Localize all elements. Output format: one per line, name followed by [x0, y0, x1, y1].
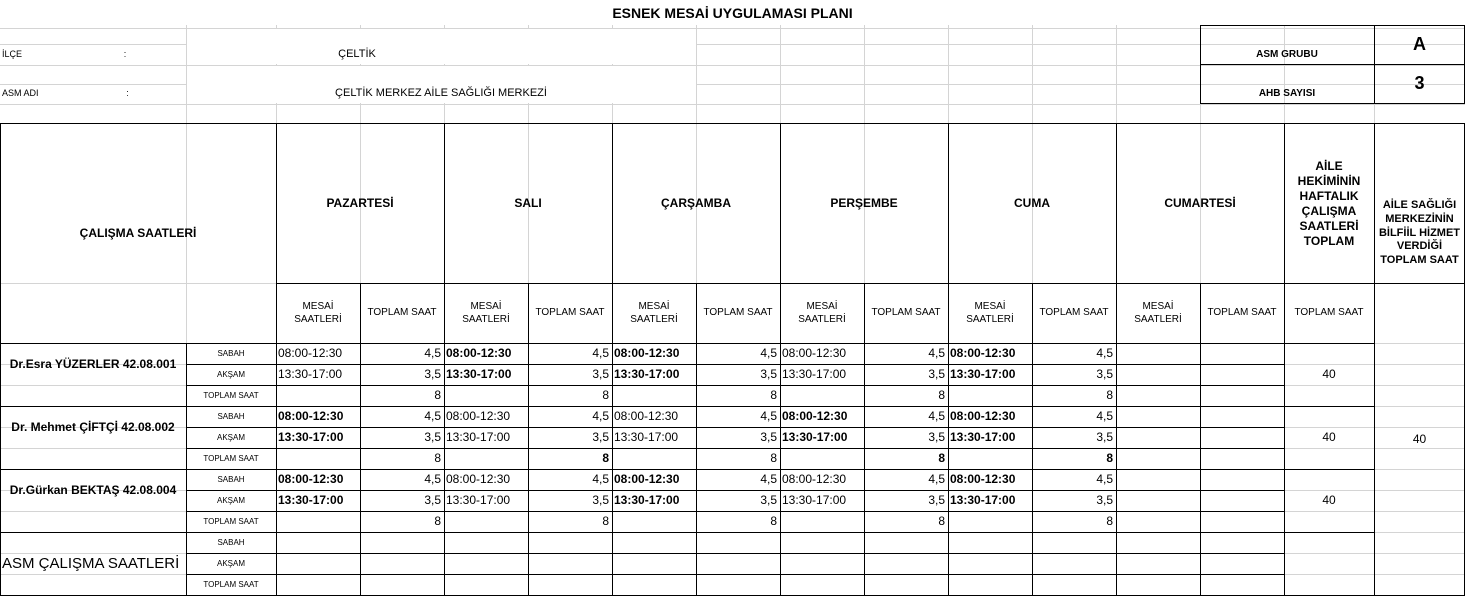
row-label-sabah: SABAH: [217, 348, 245, 358]
daily-total-cell[interactable]: 8: [602, 388, 609, 402]
shift-time-cell[interactable]: 13:30-17:00: [278, 430, 344, 444]
daily-total-cell[interactable]: 8: [770, 514, 777, 528]
shift-hours-cell[interactable]: 4,5: [1096, 409, 1113, 423]
mesai-saatleri-header: MESAİ SAATLERİ: [462, 301, 510, 325]
shift-time-cell[interactable]: 08:00-12:30: [614, 409, 679, 423]
mesai-saatleri-header: MESAİ SAATLERİ: [798, 301, 846, 325]
row-label-sabah: SABAH: [217, 474, 245, 484]
calisma-saatleri-header: ÇALIŞMA SAATLERİ: [79, 226, 197, 240]
asm-row-label-aksam: AKŞAM: [216, 558, 245, 568]
daily-total-cell[interactable]: 8: [602, 514, 609, 528]
haftalik-header: AİLE HEKİMİNİN HAFTALIK ÇALIŞMA SAATLERİ TOPLAM: [1297, 158, 1361, 248]
shift-time-cell[interactable]: 08:00-12:30: [950, 346, 1016, 360]
toplam-saat-header: TOPLAM SAAT: [1039, 307, 1109, 319]
shift-time-cell[interactable]: 08:00-12:30: [278, 472, 344, 486]
daily-total-cell[interactable]: 8: [938, 514, 945, 528]
day-header-1: SALI: [514, 196, 542, 210]
weekly-total-1[interactable]: 40: [1322, 430, 1336, 444]
daily-total-cell[interactable]: 8: [602, 451, 609, 465]
asm-row-label-toplam: TOPLAM SAAT: [203, 579, 259, 589]
asm-adi-colon: :: [126, 88, 129, 99]
asm-grubu-value[interactable]: A: [1413, 34, 1426, 55]
asm-row-label-sabah: SABAH: [217, 537, 245, 547]
daily-total-cell[interactable]: 8: [1106, 451, 1113, 465]
shift-hours-cell[interactable]: 4,5: [424, 409, 441, 423]
shift-hours-cell[interactable]: 4,5: [1096, 472, 1113, 486]
shift-time-cell[interactable]: 08:00-12:30: [950, 409, 1016, 423]
row-label-aksam: AKŞAM: [216, 432, 245, 442]
shift-hours-cell[interactable]: 4,5: [760, 472, 777, 486]
row-label-toplam: TOPLAM SAAT: [203, 390, 259, 400]
shift-hours-cell[interactable]: 3,5: [592, 367, 609, 381]
asm-grubu-label: ASM GRUBU: [1256, 48, 1318, 60]
shift-hours-cell[interactable]: 4,5: [592, 346, 609, 360]
shift-hours-cell[interactable]: 3,5: [928, 367, 945, 381]
shift-time-cell[interactable]: 13:30-17:00: [950, 367, 1016, 381]
row-label-toplam: TOPLAM SAAT: [203, 516, 259, 526]
shift-time-cell[interactable]: 13:30-17:00: [446, 493, 511, 507]
day-header-0: PAZARTESİ: [326, 196, 394, 210]
shift-hours-cell[interactable]: 3,5: [592, 493, 609, 507]
shift-time-cell[interactable]: 13:30-17:00: [278, 493, 344, 507]
mesai-saatleri-header: MESAİ SAATLERİ: [294, 301, 342, 325]
shift-hours-cell[interactable]: 3,5: [1096, 367, 1113, 381]
shift-hours-cell[interactable]: 3,5: [760, 430, 777, 444]
ilce-label: İLÇE: [2, 48, 23, 59]
shift-time-cell[interactable]: 08:00-12:30: [950, 472, 1016, 486]
toplam-saat-header: TOPLAM SAAT: [703, 307, 773, 319]
shift-time-cell[interactable]: 13:30-17:00: [950, 430, 1016, 444]
weekly-total-0[interactable]: 40: [1322, 367, 1336, 381]
ilce-value[interactable]: ÇELTİK: [338, 47, 376, 60]
shift-hours-cell[interactable]: 4,5: [928, 472, 945, 486]
daily-total-cell[interactable]: 8: [1106, 388, 1113, 402]
shift-hours-cell[interactable]: 3,5: [928, 430, 945, 444]
shift-time-cell[interactable]: 08:00-12:30: [614, 472, 680, 486]
day-header-3: PERŞEMBE: [830, 196, 898, 210]
toplam-saat-header: TOPLAM SAAT: [367, 307, 437, 319]
daily-total-cell[interactable]: 8: [938, 388, 945, 402]
shift-hours-cell[interactable]: 4,5: [928, 409, 945, 423]
shift-time-cell[interactable]: 08:00-12:30: [614, 346, 680, 360]
sheet-title: ESNEK MESAİ UYGULAMASI PLANI: [612, 5, 853, 22]
daily-total-cell[interactable]: 8: [770, 388, 777, 402]
toplam-saat-header: TOPLAM SAAT: [535, 307, 605, 319]
shift-time-cell[interactable]: 08:00-12:30: [278, 409, 344, 423]
shift-time-cell[interactable]: 13:30-17:00: [782, 493, 847, 507]
shift-time-cell[interactable]: 13:30-17:00: [614, 367, 680, 381]
hizmet-toplam-header: AİLE SAĞLIĞI MERKEZİNİN BİLFİİL HİZMET VERDİĞİ TOPLAM SAAT: [1378, 199, 1461, 267]
weekly-total-2[interactable]: 40: [1322, 493, 1336, 507]
shift-hours-cell[interactable]: 3,5: [424, 367, 441, 381]
haftalik-toplam-saat-header: TOPLAM SAAT: [1294, 307, 1364, 319]
day-header-5: CUMARTESİ: [1164, 196, 1236, 210]
shift-hours-cell[interactable]: 3,5: [592, 430, 609, 444]
shift-time-cell[interactable]: 13:30-17:00: [782, 367, 847, 381]
shift-hours-cell[interactable]: 4,5: [424, 472, 441, 486]
doctor-name-2: Dr.Gürkan BEKTAŞ 42.08.004: [9, 482, 177, 497]
day-header-2: ÇARŞAMBA: [661, 196, 731, 210]
row-label-sabah: SABAH: [217, 411, 245, 421]
doctor-name-0: Dr.Esra YÜZERLER 42.08.001: [9, 356, 177, 371]
daily-total-cell[interactable]: 8: [434, 451, 441, 465]
shift-time-cell[interactable]: 13:30-17:00: [446, 367, 512, 381]
day-header-4: CUMA: [1014, 196, 1050, 210]
shift-time-cell[interactable]: 08:00-12:30: [782, 409, 848, 423]
asm-adi-label: ASM ADI: [2, 88, 39, 99]
row-label-aksam: AKŞAM: [216, 369, 245, 379]
shift-hours-cell[interactable]: 3,5: [1096, 430, 1113, 444]
asm-total-hours[interactable]: 40: [1412, 432, 1427, 446]
toplam-saat-header: TOPLAM SAAT: [871, 307, 941, 319]
daily-total-cell[interactable]: 8: [434, 514, 441, 528]
daily-total-cell[interactable]: 8: [938, 451, 945, 465]
asm-adi-value[interactable]: ÇELTİK MERKEZ AİLE SAĞLIĞI MERKEZİ: [335, 87, 547, 100]
mesai-saatleri-header: MESAİ SAATLERİ: [966, 301, 1014, 325]
daily-total-cell[interactable]: 8: [434, 388, 441, 402]
shift-hours-cell[interactable]: 3,5: [928, 493, 945, 507]
shift-hours-cell[interactable]: 4,5: [760, 346, 777, 360]
shift-time-cell[interactable]: 13:30-17:00: [614, 493, 680, 507]
shift-time-cell[interactable]: 08:00-12:30: [446, 346, 512, 360]
daily-total-cell[interactable]: 8: [1106, 514, 1113, 528]
shift-hours-cell[interactable]: 4,5: [928, 346, 945, 360]
doctor-name-1: Dr. Mehmet ÇİFTÇİ 42.08.002: [11, 419, 175, 434]
daily-total-cell[interactable]: 8: [770, 451, 777, 465]
row-label-toplam: TOPLAM SAAT: [203, 453, 259, 463]
mesai-saatleri-header: MESAİ SAATLERİ: [630, 301, 678, 325]
shift-hours-cell[interactable]: 4,5: [760, 409, 777, 423]
shift-hours-cell[interactable]: 4,5: [592, 409, 609, 423]
shift-hours-cell[interactable]: 3,5: [760, 493, 777, 507]
shift-time-cell[interactable]: 08:00-12:30: [278, 346, 343, 360]
shift-hours-cell[interactable]: 3,5: [424, 430, 441, 444]
shift-time-cell[interactable]: 13:30-17:00: [278, 367, 343, 381]
shift-hours-cell[interactable]: 3,5: [760, 367, 777, 381]
ahb-sayisi-value[interactable]: 3: [1414, 73, 1425, 94]
shift-hours-cell[interactable]: 3,5: [424, 493, 441, 507]
shift-time-cell[interactable]: 08:00-12:30: [782, 346, 847, 360]
shift-time-cell[interactable]: 13:30-17:00: [614, 430, 679, 444]
shift-time-cell[interactable]: 13:30-17:00: [950, 493, 1016, 507]
ahb-sayisi-label: AHB SAYISI: [1258, 88, 1316, 100]
shift-time-cell[interactable]: 08:00-12:30: [446, 472, 511, 486]
row-label-aksam: AKŞAM: [216, 495, 245, 505]
shift-hours-cell[interactable]: 4,5: [424, 346, 441, 360]
shift-time-cell[interactable]: 13:30-17:00: [446, 430, 511, 444]
shift-hours-cell[interactable]: 4,5: [592, 472, 609, 486]
shift-time-cell[interactable]: 13:30-17:00: [782, 430, 848, 444]
shift-time-cell[interactable]: 08:00-12:30: [446, 409, 511, 423]
mesai-saatleri-header: MESAİ SAATLERİ: [1134, 301, 1182, 325]
shift-hours-cell[interactable]: 3,5: [1096, 493, 1113, 507]
shift-time-cell[interactable]: 08:00-12:30: [782, 472, 847, 486]
ilce-colon: :: [123, 48, 127, 59]
toplam-saat-header: TOPLAM SAAT: [1207, 307, 1277, 319]
shift-hours-cell[interactable]: 4,5: [1096, 346, 1113, 360]
asm-calisma-saatleri-label: ASM ÇALIŞMA SAATLERİ: [2, 554, 180, 572]
